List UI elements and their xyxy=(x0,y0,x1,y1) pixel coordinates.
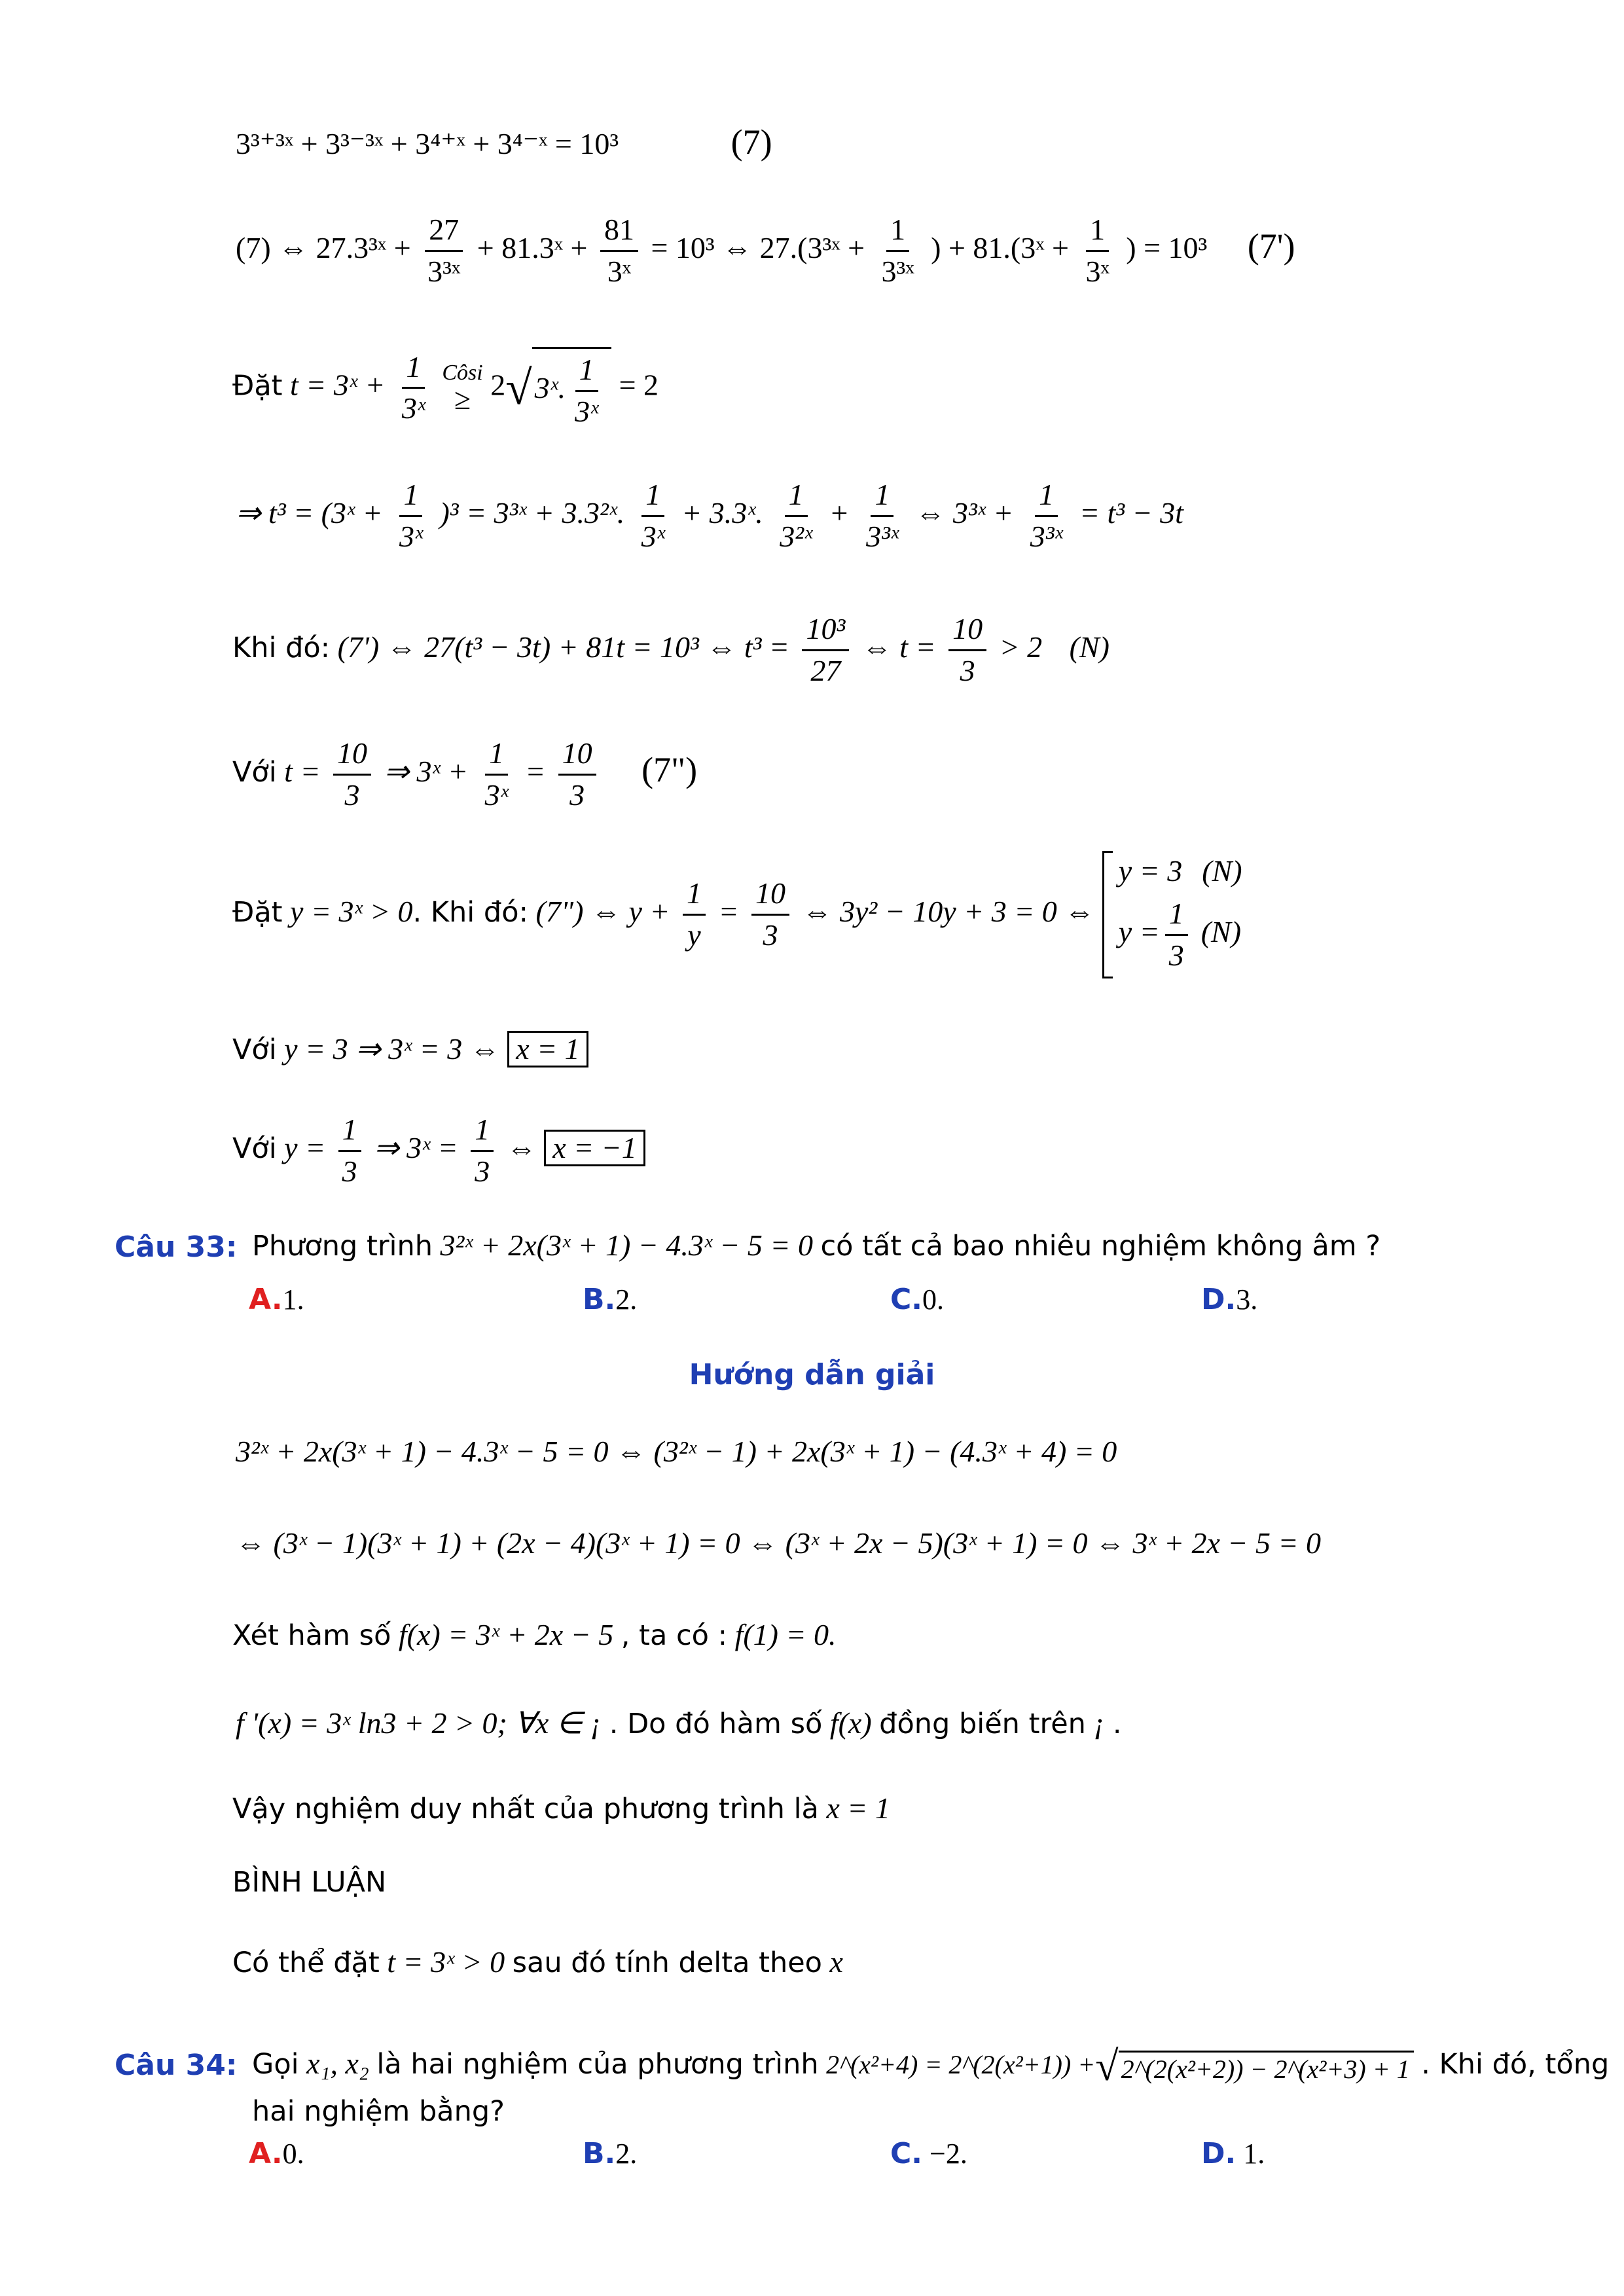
fraction xyxy=(471,1113,494,1189)
answer-box: x = 1 xyxy=(507,1031,588,1067)
eq-text: ⇒ t³ = (3ˣ + xyxy=(236,495,383,529)
question-34-line-2: hai nghiệm bằng? xyxy=(252,2095,505,2128)
eq-text: ⇔ 3y² − 10y + 3 = 0 ⇔ xyxy=(802,894,1095,928)
q33-option-d[interactable] xyxy=(1201,1283,1257,1316)
frac-num: 1 xyxy=(338,1113,361,1152)
eq-text: y = xyxy=(284,1130,326,1164)
q33-option-a[interactable] xyxy=(249,1283,304,1316)
frac-num: 1 xyxy=(399,478,422,517)
frac-num: 1 xyxy=(575,353,598,392)
voi-y3-line xyxy=(232,1031,588,1067)
question-text: . Khi đó, tổng xyxy=(1421,2047,1610,2081)
fraction xyxy=(424,213,464,289)
fraction xyxy=(862,478,903,554)
eq-text: ) = 10³ xyxy=(1126,230,1208,264)
question-equation: 2^(x²+4) = 2^(2(x²+1)) + xyxy=(826,2049,1096,2079)
frac-den: 3³ˣ xyxy=(1030,519,1063,553)
sol-text: Có thể đặt xyxy=(232,1946,380,1979)
line-label: Khi đó: xyxy=(232,631,331,664)
sqrt-content xyxy=(532,347,611,429)
line-label: Đặt xyxy=(232,369,283,403)
equation-7-tag: (7) xyxy=(731,122,772,162)
sol-text: . xyxy=(1112,1708,1122,1740)
sqrt-sign: √ xyxy=(1095,2043,1119,2089)
eq-text: = 2 xyxy=(619,368,659,402)
frac-den: 3ˣ xyxy=(484,778,509,812)
set-y-line xyxy=(232,851,1242,978)
option-value: 3. xyxy=(1236,1283,1258,1316)
line-label: Với xyxy=(232,1132,277,1165)
fraction xyxy=(600,213,638,289)
frac-den: 3ˣ xyxy=(1085,254,1110,288)
option-value: 2. xyxy=(615,1283,638,1316)
eq-text: ⇔ 3³ˣ + xyxy=(915,495,1014,529)
equation-7-prime-tag: (7') xyxy=(1247,226,1295,266)
sol-equation: t = 3ˣ > 0 xyxy=(387,1945,505,1979)
frac-num: 1 xyxy=(485,736,508,776)
q34-option-b[interactable] xyxy=(583,2137,637,2170)
line-label: Đặt xyxy=(232,895,283,929)
frac-num: 1 xyxy=(471,1113,494,1152)
ge-sign: ≥ xyxy=(454,382,471,416)
frac-num: 1 xyxy=(683,876,706,916)
q34-option-c[interactable] xyxy=(890,2137,967,2170)
eq-text: > 2 xyxy=(999,630,1043,664)
sol-text: , ta có : xyxy=(621,1619,728,1652)
sol-equation: f(x) = 3ˣ + 2x − 5 xyxy=(398,1618,614,1651)
eq-text: (7") ⇔ y + xyxy=(535,894,670,928)
set-t-line xyxy=(232,347,659,429)
solution-line-3 xyxy=(232,1620,837,1650)
sol-equation: x = 1 xyxy=(826,1791,890,1825)
eq-text: y = 3 ⇒ 3ˣ = 3 ⇔ xyxy=(284,1032,500,1066)
sol-text: Xét hàm số xyxy=(232,1619,391,1652)
equation-7 xyxy=(236,124,772,160)
fraction xyxy=(802,612,849,689)
frac-den: 3²ˣ xyxy=(780,519,813,553)
eq-text: ⇔ t = xyxy=(861,630,936,664)
cosi-label: Côsi xyxy=(442,360,483,385)
answer-box: x = −1 xyxy=(544,1130,645,1166)
frac-den: 3³ˣ xyxy=(427,254,461,288)
option-value: 2. xyxy=(615,2138,638,2170)
frac-num: 1 xyxy=(402,350,425,389)
frac-den: 3 xyxy=(1168,938,1184,972)
solution-line-1: 3²ˣ + 2x(3ˣ + 1) − 4.3ˣ − 5 = 0 ⇔ (3²ˣ − 1) + 2x(3ˣ + 1) − (4.3ˣ + 4) = 0 xyxy=(236,1435,1117,1468)
sqrt-content: 2^(2(x²+2)) − 2^(x²+3) + 1 xyxy=(1119,2051,1414,2083)
fraction xyxy=(558,736,596,813)
frac-den: y xyxy=(687,918,701,952)
sol-equation: f '(x) = 3ˣ ln3 + 2 > 0; ∀x ∈ ¡ xyxy=(236,1706,602,1740)
fraction xyxy=(638,478,669,554)
frac-num: 1 xyxy=(886,213,909,252)
eq-text: = xyxy=(718,894,739,928)
sol-equation: ¡ xyxy=(1093,1706,1106,1740)
fraction xyxy=(1026,478,1067,554)
equation-7-prime xyxy=(236,213,1295,289)
option-key: C. xyxy=(890,1283,923,1316)
fraction xyxy=(571,353,602,429)
fraction xyxy=(338,1113,361,1189)
fraction xyxy=(776,478,816,554)
frac-num: 81 xyxy=(600,213,638,252)
option-key: D. xyxy=(1201,2137,1236,2170)
line-label: Với xyxy=(232,755,277,789)
fraction xyxy=(751,876,789,953)
fraction xyxy=(1165,897,1188,973)
eq-text: ) + 81.(3ˣ + xyxy=(931,230,1069,264)
fraction xyxy=(395,478,427,554)
frac-den: 3ˣ xyxy=(607,254,632,288)
frac-den: 3 xyxy=(342,1154,357,1188)
question-34-label: Câu 34: xyxy=(115,2049,238,2082)
option-value: 1. xyxy=(1236,2138,1265,2170)
question-33-text xyxy=(252,1230,1380,1261)
option-key: B. xyxy=(583,2137,616,2170)
frac-num: 10 xyxy=(948,612,986,651)
eq-text: (7) ⇔ 27.3³ˣ + xyxy=(236,230,411,264)
q33-option-c[interactable] xyxy=(890,1283,944,1316)
cosi-inequality xyxy=(442,362,482,414)
eq-text: t = 3ˣ + xyxy=(290,368,386,402)
q34-option-d[interactable] xyxy=(1201,2137,1265,2170)
frac-den: 3ˣ xyxy=(399,519,423,553)
question-text: có tất cả bao nhiêu nghiệm không âm ? xyxy=(820,1230,1381,1263)
frac-den: 3³ˣ xyxy=(866,519,899,553)
frac-num: 10 xyxy=(333,736,371,776)
case-1 xyxy=(1119,851,1242,891)
frac-den: 3 xyxy=(475,1154,490,1188)
fraction xyxy=(398,350,429,427)
fraction xyxy=(481,736,513,813)
solution-heading: Hướng dẫn giải xyxy=(689,1358,935,1391)
frac-num: 1 xyxy=(1165,897,1188,936)
eq-text: y = 3 xyxy=(1118,854,1183,888)
option-key: D. xyxy=(1201,1283,1236,1316)
eq-text: ⇒ 3ˣ + xyxy=(384,754,469,788)
option-key: C. xyxy=(890,2137,923,2170)
fraction xyxy=(878,213,918,289)
sqrt-sign: √ xyxy=(505,361,532,415)
solution-line-7 xyxy=(232,1947,843,1977)
eq-text: t = xyxy=(284,754,321,788)
question-equation: 3²ˣ + 2x(3ˣ + 1) − 4.3ˣ − 5 = 0 xyxy=(440,1229,813,1262)
case-2 xyxy=(1119,891,1242,978)
frac-num: 1 xyxy=(871,478,893,517)
sol-equation: f(x) xyxy=(829,1706,872,1740)
option-value: 1. xyxy=(282,1283,304,1316)
fraction xyxy=(333,736,371,813)
eq-text: 2 xyxy=(490,368,506,402)
eq-text: = t³ − 3t xyxy=(1079,495,1183,529)
khi-do-line xyxy=(232,612,1110,689)
line-label: . Khi đó: xyxy=(412,895,529,929)
eq-text: (7') ⇔ 27(t³ − 3t) + 81t = 10³ ⇔ t³ = xyxy=(337,630,789,664)
frac-den: 3ˣ xyxy=(575,394,599,428)
eq-text: )³ = 3³ˣ + 3.3²ˣ. xyxy=(439,495,625,529)
equation-tag: (7") xyxy=(641,749,698,789)
frac-den: 3 xyxy=(763,918,778,952)
question-equation: x₁, x₂ xyxy=(306,2046,369,2080)
eq-text: = xyxy=(525,754,546,788)
frac-den: 3³ˣ xyxy=(881,254,914,288)
frac-den: 3 xyxy=(569,778,585,812)
sol-text: đồng biến trên xyxy=(879,1708,1086,1740)
q34-option-a[interactable] xyxy=(249,2137,304,2170)
eq-text: ⇒ 3ˣ = xyxy=(374,1130,458,1164)
solution-line-4 xyxy=(236,1708,1121,1738)
question-33-label: Câu 33: xyxy=(115,1230,238,1264)
option-key: A. xyxy=(249,2137,283,2170)
question-text: là hai nghiệm của phương trình xyxy=(376,2047,819,2081)
eq-text: y = xyxy=(1118,914,1160,948)
frac-num: 1 xyxy=(785,478,808,517)
sol-text: . Do đó hàm số xyxy=(609,1708,823,1740)
sol-equation: x xyxy=(829,1945,843,1979)
valid-tag: (N) xyxy=(1202,854,1242,888)
frac-num: 1 xyxy=(641,478,664,517)
frac-den: 3ˣ xyxy=(641,519,665,553)
eq-text: 3ˣ. xyxy=(534,370,566,404)
frac-num: 1 xyxy=(1035,478,1058,517)
frac-num: 10³ xyxy=(802,612,849,651)
valid-tag: (N) xyxy=(1069,630,1110,664)
t-cubed-line xyxy=(236,478,1183,554)
frac-den: 27 xyxy=(810,653,841,687)
question-text: Gọi xyxy=(252,2047,299,2081)
question-text: Phương trình xyxy=(252,1230,433,1263)
sol-equation: f(1) = 0. xyxy=(734,1618,837,1651)
frac-den: 3 xyxy=(344,778,360,812)
option-value: 0. xyxy=(922,1283,945,1316)
valid-tag: (N) xyxy=(1200,914,1242,948)
option-key: B. xyxy=(583,1283,616,1316)
frac-num: 10 xyxy=(751,876,789,916)
commentary-heading: BÌNH LUẬN xyxy=(232,1866,387,1899)
frac-num: 10 xyxy=(558,736,596,776)
option-key: A. xyxy=(249,1283,283,1316)
eq-text: = 10³ ⇔ 27.(3³ˣ + xyxy=(651,230,865,264)
equation-7-text: 3³⁺³ˣ + 3³⁻³ˣ + 3⁴⁺ˣ + 3⁴⁻ˣ = 10³ xyxy=(236,127,619,160)
voi-y13-line xyxy=(232,1113,645,1189)
frac-den: 3ˣ xyxy=(401,391,425,425)
line-label: Với xyxy=(232,1033,277,1066)
frac-num: 1 xyxy=(1086,213,1109,252)
fraction xyxy=(1081,213,1113,289)
option-value: 0. xyxy=(282,2138,304,2170)
fraction xyxy=(683,876,706,953)
frac-num: 27 xyxy=(425,213,463,252)
solution-line-2: ⇔ (3ˣ − 1)(3ˣ + 1) + (2x − 4)(3ˣ + 1) = 0 ⇔ (3ˣ + 2x − 5)(3ˣ + 1) = 0 ⇔ 3ˣ + 2x − 5 = 0 xyxy=(236,1526,1321,1560)
eq-text: + 81.3ˣ + xyxy=(477,230,588,264)
eq-text: + 3.3ˣ. xyxy=(681,495,763,529)
case-bracket xyxy=(1102,851,1242,978)
eq-text: ⇔ xyxy=(506,1130,537,1164)
option-value: −2. xyxy=(922,2138,967,2170)
fraction xyxy=(948,612,986,689)
voi-t-line xyxy=(232,736,697,813)
q33-option-b[interactable] xyxy=(583,1283,637,1316)
eq-text: y = 3ˣ > 0 xyxy=(290,894,413,928)
frac-den: 3 xyxy=(960,653,975,687)
question-34-text xyxy=(252,2045,1609,2087)
sol-text: sau đó tính delta theo xyxy=(512,1946,822,1979)
eq-text: + xyxy=(829,495,850,529)
sol-text: Vậy nghiệm duy nhất của phương trình là xyxy=(232,1793,819,1825)
solution-line-5 xyxy=(232,1793,890,1823)
